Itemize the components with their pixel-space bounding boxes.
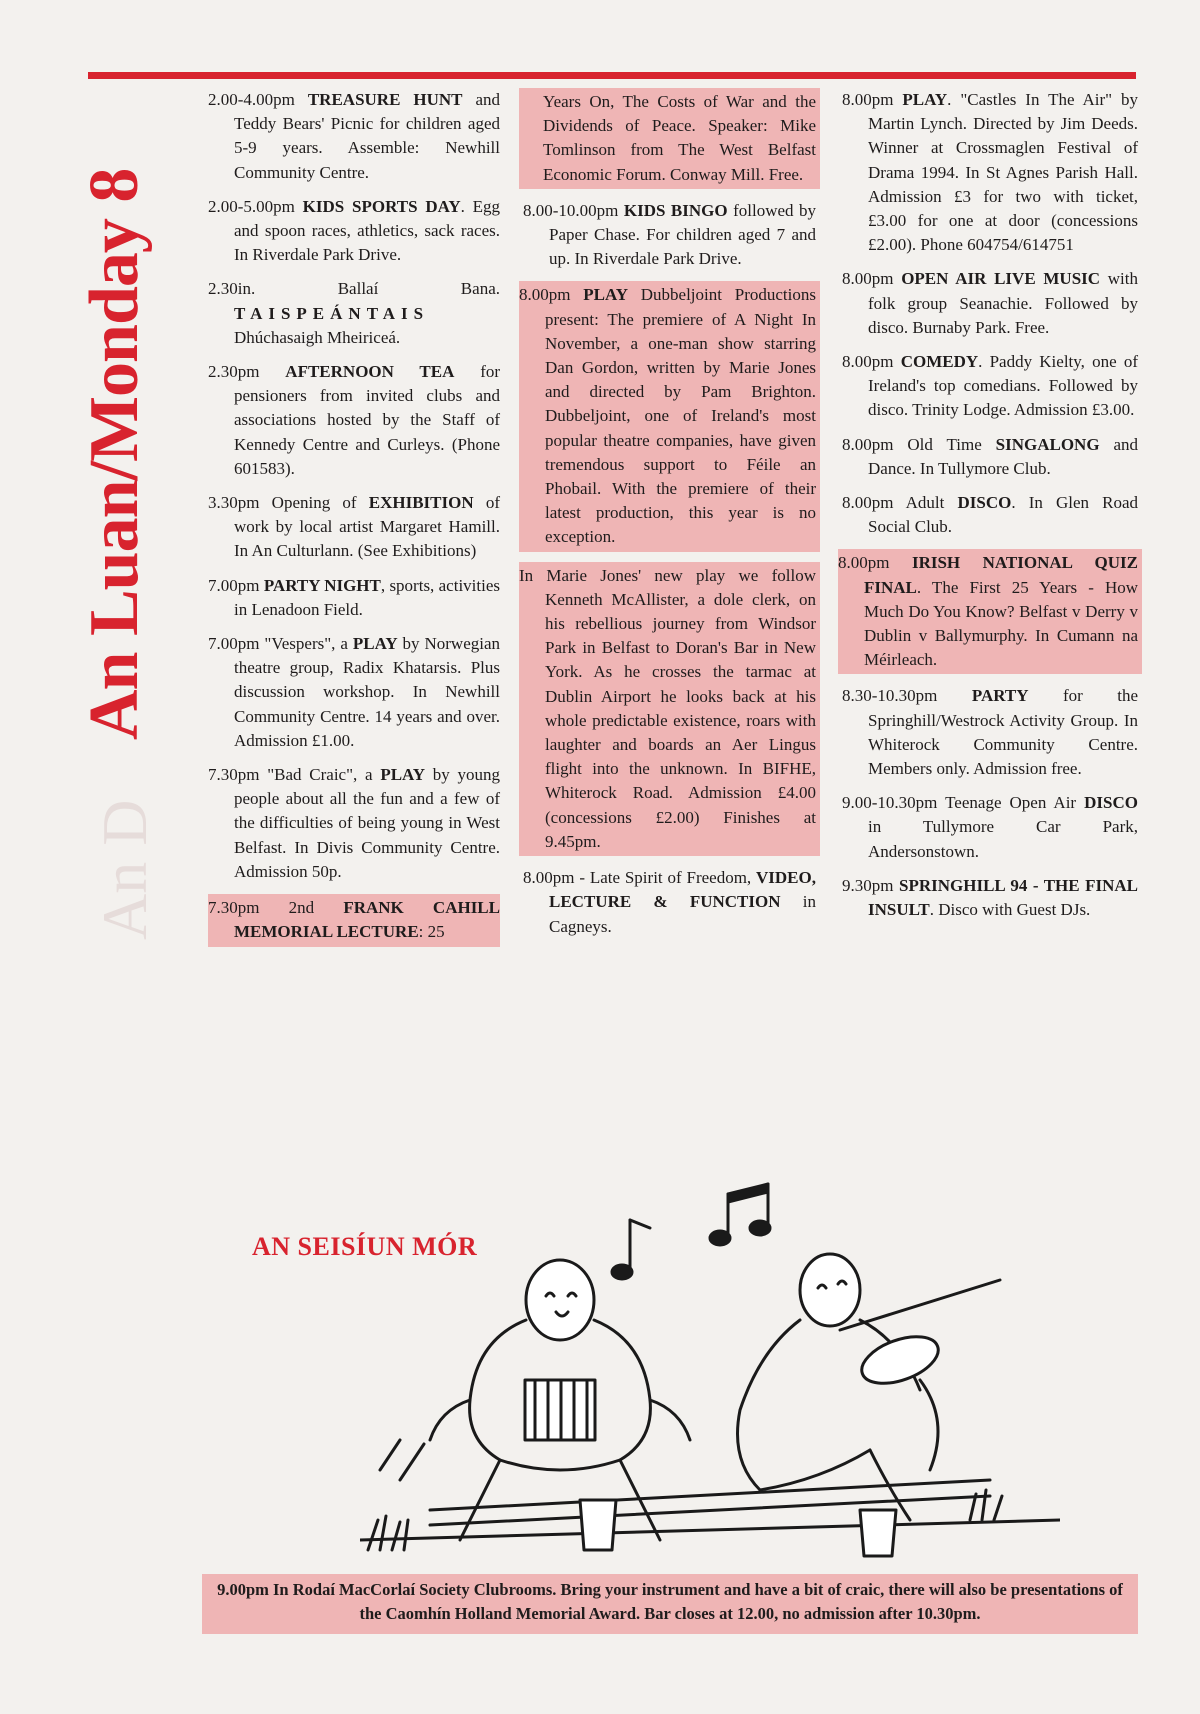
seisiun-details: 9.00pm In Rodaí MacCorlaí Society Clubrooms. Bring your instrument and have a bit of craic, there will also be presentations of the Caomhín Holland Memorial Award. Bar closes at 12.00, no admission after 10.30pm. <box>202 1574 1138 1634</box>
event-entry: 2.30in. Ballaí Bana. TAISPEÁNTAIS Dhúchasaigh Mheiriceá. <box>208 279 500 347</box>
event-entry: 2.00-5.00pm KIDS SPORTS DAY. Egg and spoon races, athletics, sack races. In Riverdale Park Drive. <box>208 196 501 265</box>
event-continuation: Years On, The Costs of War and the Dividends of Peace. Speaker: Mike Tomlinson from The West Belfast Economic Forum. Conway Mill. Free. <box>519 88 820 189</box>
event-entry: 3.30pm Opening of EXHIBITION of work by local artist Margaret Hamill. In An Culturlann. (See Exhibitions) <box>208 493 501 561</box>
grass <box>970 1490 1002 1520</box>
event-entry: 8.00pm Adult DISCO. In Glen Road Social Club. <box>842 493 1139 537</box>
event-entry: 9.00-10.30pm Teenage Open Air DISCO in Tullymore Car Park, Andersonstown. <box>842 793 1138 861</box>
column-1 <box>208 88 500 957</box>
event-entry: 8.00pm PLAY. "Castles In The Air" by Martin Lynch. Directed by Jim Deeds. Winner at Crossmaglen Festival of Drama 1994. In St Agnes Parish Hall. Admission £3 for two with ticket, £3.00 for one at door (concessions £2.00). Phone 604754/614751 <box>842 90 1139 255</box>
event-entry: 8.30-10.30pm PARTY for the Springhill/Westrock Activity Group. In Whiterock Community Centre. Members only. Admission free. <box>842 686 1138 779</box>
event-entry: 7.30pm "Bad Craic", a PLAY by young people about all the fun and a few of the difficulties of being young in West Belfast. In Divis Community Centre. Admission 50p. <box>208 765 501 881</box>
event-entry: 2.30pm AFTERNOON TEA for pensioners from invited clubs and associations hosted by the Staff of Kennedy Centre and Curleys. (Phone 601583). <box>208 362 501 478</box>
event-entry: 8.00pm - Late Spirit of Freedom, VIDEO, LECTURE & FUNCTION in Cagneys. <box>523 868 816 936</box>
top-rule <box>88 72 1136 79</box>
column-3 <box>838 88 1139 932</box>
event-entry: 7.00pm PARTY NIGHT, sports, activities in Lenadoon Field. <box>208 575 500 619</box>
event-entry-highlighted: 7.30pm 2nd FRANK CAHILL MEMORIAL LECTURE: 25 <box>208 894 500 946</box>
event-entry: 8.00pm Old Time SINGALONG and Dance. In Tullymore Club. <box>842 434 1139 478</box>
event-entry: 7.00pm "Vespers", a PLAY by Norwegian theatre group, Radix Khatarsis. Plus discussion workshop. In Newhill Community Centre. 14 years and over. Admission £1.00. <box>208 634 501 750</box>
event-entry: 2.00-4.00pm TREASURE HUNT and Teddy Bears' Picnic for children aged 5-9 years. Assemble: Newhill Community Centre. <box>208 90 500 182</box>
day-title: An Luan/Monday 8 <box>76 168 153 740</box>
event-entry: 9.30pm SPRINGHILL 94 - THE FINAL INSULT. Disco with Guest DJs. <box>842 875 1138 920</box>
event-entry-highlighted: 8.00pm PLAY Dubbeljoint Productions present: The premiere of A Night In November, a one-man show starring Dan Gordon, written by Marie Jones and directed by Pam Brighton. Dubbeljoint, one of Ireland's most popular theatre companies, have given tremendous support to Féile an Phobail. With the premiere of their latest production, this year is no exception. <box>519 281 820 551</box>
cup-icon <box>580 1500 616 1550</box>
event-entry: 8.00-10.00pm KIDS BINGO followed by Paper Chase. For children aged 7 and up. In Riverdale Park Drive. <box>523 200 817 269</box>
event-entry: 8.00pm COMEDY. Paddy Kielty, one of Ireland's top comedians. Followed by disco. Trinity Lodge. Admission £3.00. <box>842 352 1138 420</box>
event-entry-highlighted: 8.00pm IRISH NATIONAL QUIZ FINAL. The First 25 Years - How Much Do You Know? Belfast v Derry v Dublin v Ballymurphy. In Cumann na Méirleach. <box>838 549 1142 674</box>
event-paragraph: In Marie Jones' new play we follow Kenneth McAllister, a dole clerk, on his rebellious journey from Windsor Park in Belfast to Doran's Bar in New York. As he crosses the tarmac at Dublin Airport he looks back at his whole predictable existence, roars with laughter and boards an Aer Lingus flight into the unknown. In BIFHE, Whiterock Road. Admission £4.00 (concessions £2.00) Finishes at 9.45pm. <box>519 562 820 856</box>
ghost-title: An D <box>89 799 160 940</box>
grass <box>368 1516 408 1550</box>
musicians-cartoon <box>360 1180 1060 1580</box>
event-entry: 8.00pm OPEN AIR LIVE MUSIC with folk group Seanachie. Followed by disco. Burnaby Park. Free. <box>842 269 1138 337</box>
column-2 <box>519 88 817 949</box>
bench <box>430 1480 990 1525</box>
cup-icon <box>860 1510 896 1556</box>
double-note-icon <box>710 1184 770 1245</box>
seisiun-heading: AN SEISÍUN MÓR <box>252 1232 478 1261</box>
music-note-icon <box>612 1220 650 1279</box>
